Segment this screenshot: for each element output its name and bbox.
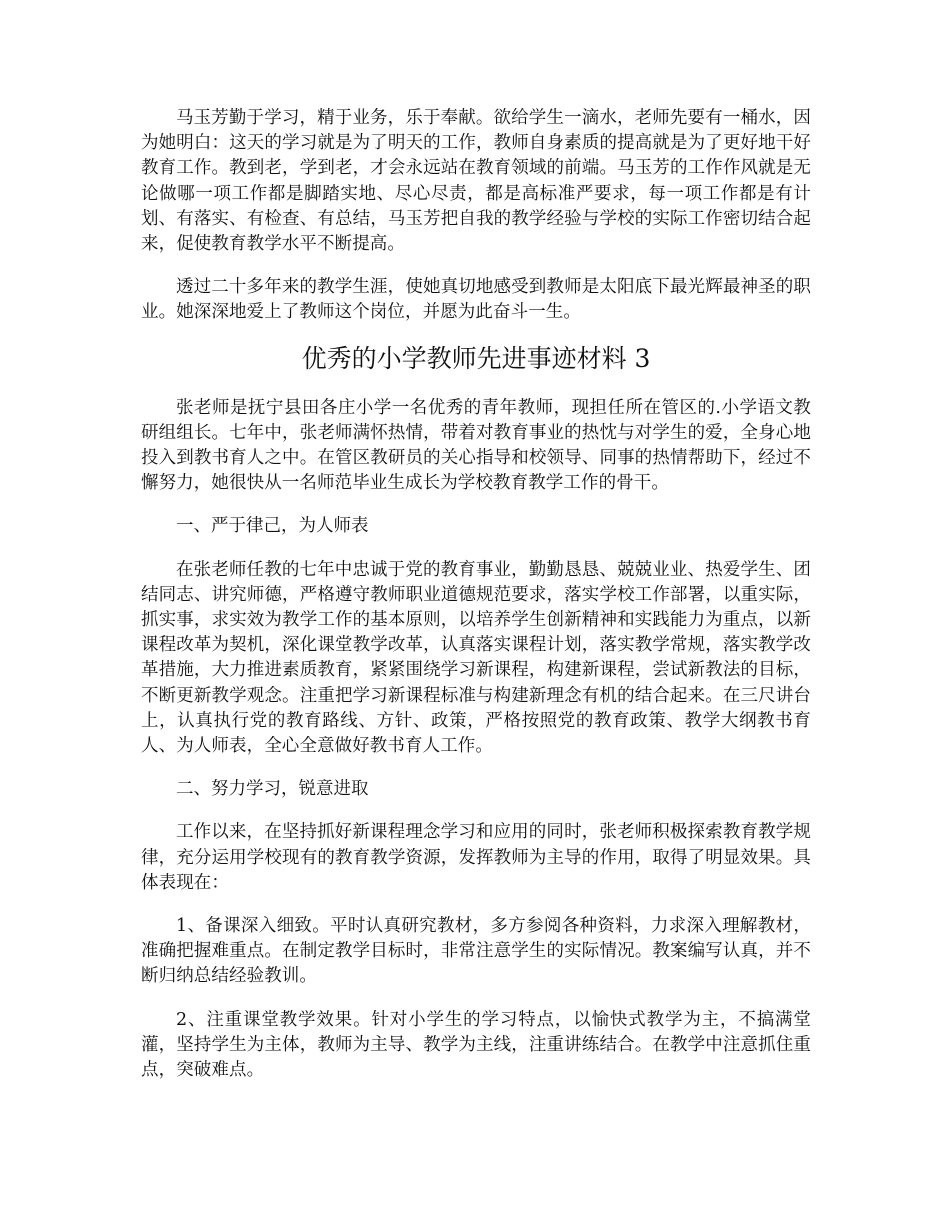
body-paragraph-2: 工作以来，在坚持抓好新课程理念学习和应用的同时，张老师积极探索教育教学规律，充分运用学校现有的教育教学资源，发挥教师为主导的作用，取得了明显效果。具体表现在： (141, 822, 811, 893)
body-paragraph-4: 2、注重课堂教学效果。针对小学生的学习特点，以愉快式教学为主，不搞满堂灌，坚持学生为主体，教师为主导、教学为主线，注重讲练结合。在教学中注意抓住重点，突破难点。 (141, 1009, 811, 1081)
intro-paragraph-2: 透过二十多年来的教学生涯，使她真切地感受到教师是太阳底下最光辉最神圣的职业。她深深地爱上了教师这个岗位，并愿为此奋斗一生。 (141, 277, 811, 323)
intro-paragraph-1: 马玉芳勤于学习，精于业务，乐于奉献。欲给学生一滴水，老师先要有一桶水，因为她明白：这天的学习就是为了明天的工作，教师自身素质的提高就是为了更好地干好教育工作。教到老，学到老，才会永远站在教育领域的前端。马玉芳的工作作风就是无论做哪一项工作都是脚踏实地、尽心尽责，都是高标准严要求，每一项工作都是有计划、有落实、有检查、有总结，马玉芳把自我的教学经验与学校的实际工作密切结合起来，促使教育教学水平不断提高。 (141, 108, 811, 255)
section-heading-1: 一、严于律己，为人师表 (176, 516, 369, 537)
section-intro-paragraph: 张老师是抚宁县田各庄小学一名优秀的青年教师，现担任所在管区的.小学语文教研组组长。七年中，张老师满怀热情，带着对教育事业的热忱与对学生的爱，全身心地投入到教书育人之中。在管区教研员的关心指导和校领导、同事的热情帮助下，经过不懈努力，她很快从一名师范毕业生成长为学校教育教学工作的骨干。 (141, 397, 811, 494)
section-title: 优秀的小学教师先进事迹材料 3 (301, 343, 651, 373)
body-paragraph-3: 1、备课深入细致。平时认真研究教材，多方参阅各种资料，力求深入理解教材，准确把握难重点。在制定教学目标时，非常注意学生的实际情况。教案编写认真，并不断归纳总结经验教训。 (141, 916, 811, 987)
section-heading-2: 二、努力学习，锐意进取 (176, 779, 369, 800)
body-paragraph-1: 在张老师任教的七年中忠诚于党的教育事业，勤勤恳恳、兢兢业业、热爱学生、团结同志、讲究师德，严格遵守教师职业道德规范要求，落实学校工作部署，以重实际，抓实事，求实效为教学工作的基本原则，以培养学生创新精神和实践能力为重点，以新课程改革为契机，深化课堂教学改革，认真落实课程计划，落实教学常规，落实教学改革措施，大力推进素质教育，紧紧围绕学习新课程，构建新课程，尝试新教法的目标，不断更新教学观念。注重把学习新课程标准与构建新理念有机的结合起来。在三尺讲台上，认真执行党的教育路线、方针、政策，严格按照党的教育政策、教学大纲教书育人、为人师表，全心全意做好教书育人工作。 (141, 559, 811, 757)
document-body (141, 106, 811, 1101)
